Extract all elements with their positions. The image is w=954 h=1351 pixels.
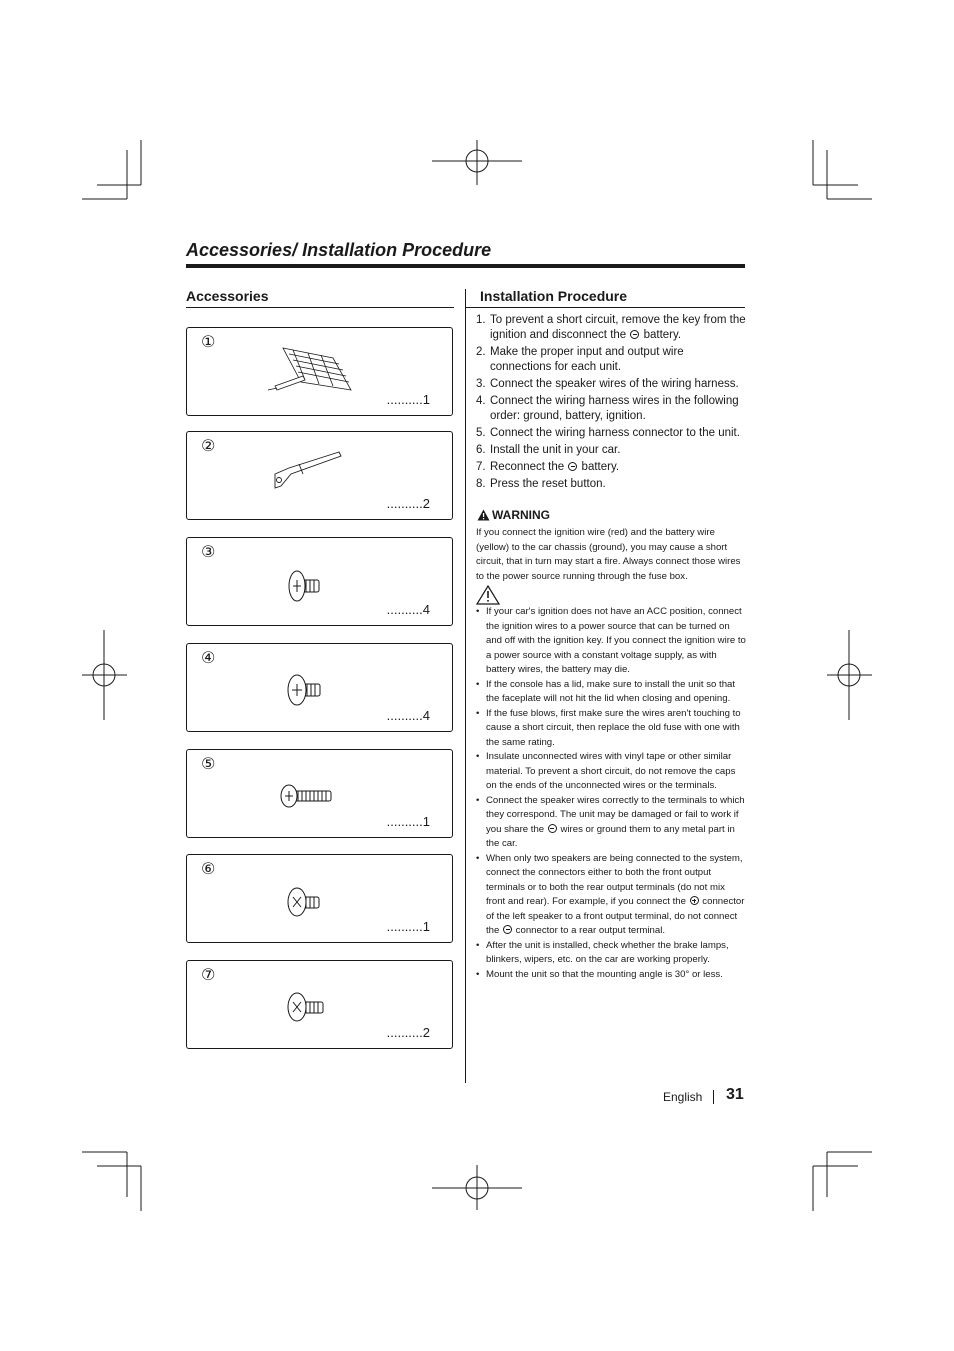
- step-item: 2. Make the proper input and output wire connections for each unit.: [476, 346, 684, 373]
- accessory-quantity: ..........1: [386, 814, 430, 829]
- step-item: 4. Connect the wiring harness wires in the following order: ground, battery, ignition.: [476, 395, 739, 422]
- accessory-item-7: [186, 960, 453, 1049]
- warning-text: If you connect the ignition wire (red) and the battery wire (yellow) to the car chassis (ground), you may cause a short circuit, that in turn may start a fire. Always connect those wires to the power source running through the fuse box.: [476, 527, 741, 582]
- minus-icon: [548, 824, 557, 833]
- accessory-quantity: ..........2: [386, 1025, 430, 1040]
- step-item: 3. Connect the speaker wires of the wiring harness.: [476, 378, 739, 390]
- accessory-quantity: ..........4: [386, 602, 430, 617]
- flat-head-screw-icon: [285, 568, 325, 608]
- caution-item: • If the console has a lid, make sure to install the unit so that the faceplate will not hit the lid when closing and opening.: [476, 678, 746, 707]
- caution-item: • Connect the speaker wires correctly to the terminals to which they correspond. The unit may be damaged or fail to work if you share the wires or ground them to any metal part in the car.: [476, 794, 746, 852]
- caution-item: • If your car's ignition does not have an ACC position, connect the ignition wires to a power source that can be turned on and off with the ignition key. If you connect the ignition wire to a power source with a constant voltage supply, as with battery wires, the battery may die.: [476, 605, 746, 678]
- accessory-quantity: ..........1: [386, 919, 430, 934]
- caution-list: [476, 605, 746, 982]
- accessory-number: ③: [201, 542, 216, 561]
- step-item: 1. To prevent a short circuit, remove the key from the ignition and disconnect the battery.: [476, 314, 746, 341]
- wiring-harness-icon: [263, 342, 359, 402]
- extraction-key-icon: [269, 448, 345, 492]
- page-title: Accessories/ Installation Procedure: [186, 240, 492, 260]
- accessory-item-5: [186, 749, 453, 838]
- step-item: 7. Reconnect the battery.: [476, 461, 620, 473]
- installation-heading: Installation Procedure: [480, 288, 628, 304]
- footer-separator: [713, 1090, 714, 1104]
- round-head-screw-icon: [285, 674, 325, 714]
- installation-steps: [476, 313, 746, 494]
- warning-heading: [477, 508, 550, 522]
- accessory-number: ⑤: [201, 754, 216, 773]
- accessory-item-2: [186, 431, 453, 520]
- installation-heading-rule: [466, 307, 745, 308]
- accessory-number: ④: [201, 648, 216, 667]
- accessories-heading-rule: [186, 307, 454, 308]
- accessory-number: ⑦: [201, 965, 216, 984]
- accessory-quantity: ..........2: [386, 496, 430, 511]
- caution-icon: [476, 585, 500, 605]
- warning-icon: [477, 509, 490, 521]
- accessory-number: ①: [201, 332, 216, 351]
- minus-icon: [630, 330, 639, 339]
- accessory-number: ⑥: [201, 859, 216, 878]
- accessory-item-3: [186, 537, 453, 626]
- accessory-item-4: [186, 643, 453, 732]
- step-item: 5. Connect the wiring harness connector to the unit.: [476, 427, 740, 439]
- accessory-number: ②: [201, 436, 216, 455]
- accessory-quantity: ..........1: [386, 392, 430, 407]
- title-rule: [186, 264, 745, 268]
- hex-screw-icon: [285, 885, 325, 921]
- accessory-item-1: [186, 327, 453, 416]
- accessories-heading: Accessories: [186, 288, 269, 304]
- caution-item: • If the fuse blows, first make sure the wires aren't touching to cause a short circuit, then replace the old fuse with one with the same rating.: [476, 707, 746, 751]
- warning-label: WARNING: [492, 508, 550, 522]
- minus-icon: [503, 925, 512, 934]
- hex-screw-long-icon: [285, 991, 329, 1027]
- step-item: 6. Install the unit in your car.: [476, 444, 621, 456]
- caution-item: • Insulate unconnected wires with vinyl tape or other similar material. To prevent a short circuit, do not remove the caps on the ends of the unconnected wires or the terminals.: [476, 750, 746, 794]
- step-item: 8. Press the reset button.: [476, 478, 606, 490]
- accessory-item-6: [186, 854, 453, 943]
- minus-icon: [568, 462, 577, 471]
- plus-icon: [690, 896, 699, 905]
- caution-item: • When only two speakers are being connected to the system, connect the connectors either to both the front output terminals or to both the rear output terminals (do not mix front and rear). For example, if you connect the connector of the left speaker to a front output terminal, do not connect the connector to a rear output terminal.: [476, 852, 746, 939]
- page-number: 31: [726, 1086, 744, 1103]
- accessory-quantity: ..........4: [386, 708, 430, 723]
- footer-language: English: [663, 1090, 703, 1104]
- long-screw-icon: [279, 782, 335, 812]
- caution-item: • Mount the unit so that the mounting angle is 30° or less.: [476, 968, 746, 983]
- caution-item: • After the unit is installed, check whether the brake lamps, blinkers, wipers, etc. on the car are working properly.: [476, 939, 746, 968]
- column-divider: [465, 289, 466, 1083]
